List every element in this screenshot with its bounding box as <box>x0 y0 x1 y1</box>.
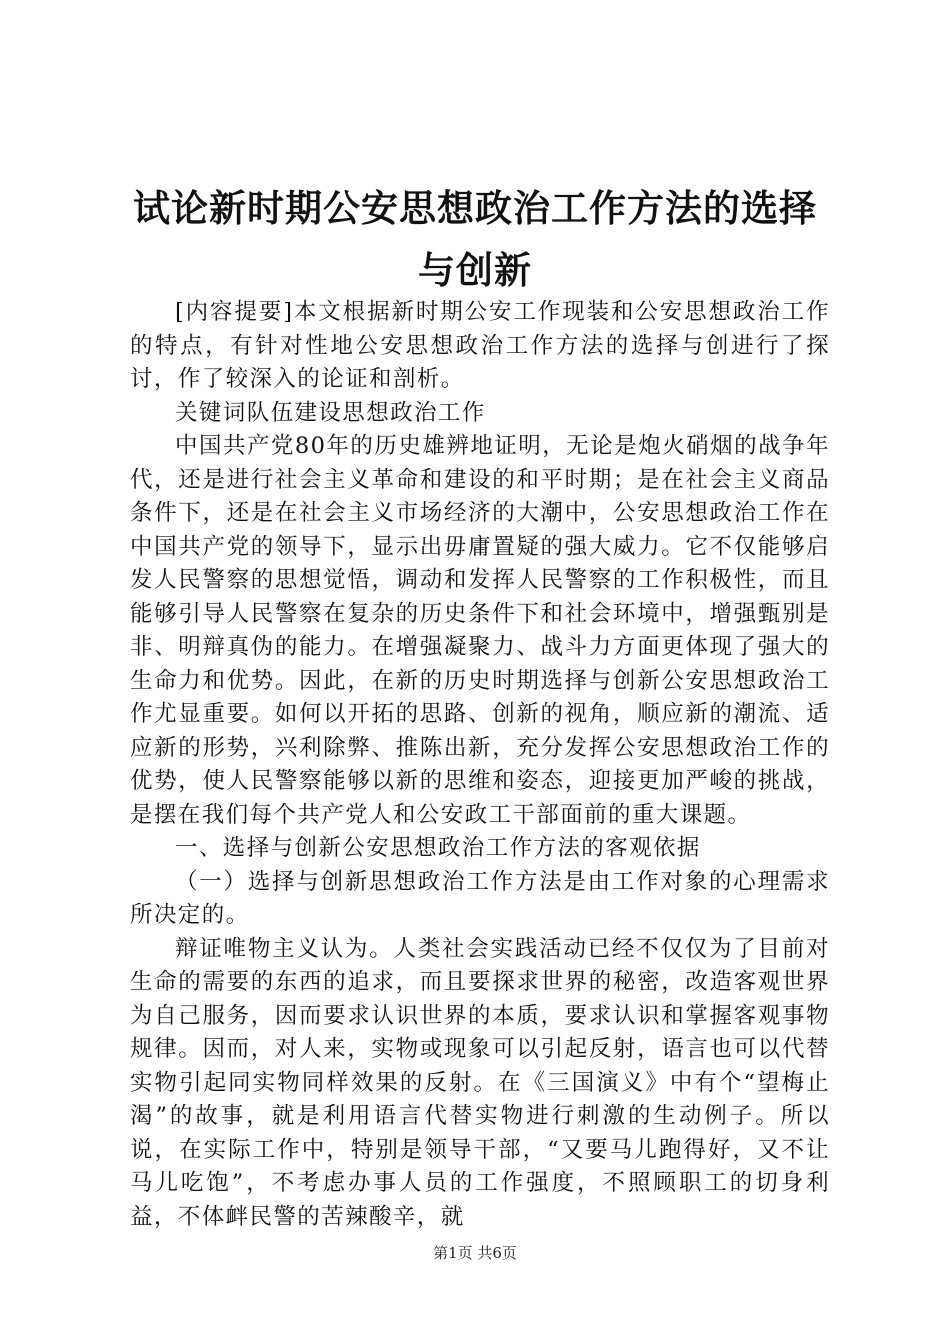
keywords-paragraph: 关键词队伍建设思想政治工作 <box>175 399 486 426</box>
body-paragraph: 辩证唯物主义认为。人类社会实践活动已经不仅仅为了目前对生命的需要的东西的追求，而且要探求世界的秘密，改造客观世界为自己服务，因而要求认识世界的本质，要求认识和掌握客观事物规律。因而，对人来，实物或现象可以引起反射，语言也可以代替实物引起同实物同样效果的反射。在《三国演义》中有个“望梅止渴”的故事，就是利用语言代替实物进行刺激的生动例子。所以说，在实际工作中，特别是领导干部，“又要马儿跑得好，又不让马儿吃饱”，不考虑办事人员的工作强度，不照顾职工的切身利益，不体衅民警的苦辣酸辛，就 <box>130 935 830 1230</box>
abstract-paragraph: [内容提要]本文根据新时期公安工作现装和公安思想政治工作的特点，有针对性地公安思想政治工作方法的选择与创进行了探讨，作了较深入的论证和剖析。 <box>130 299 830 392</box>
subsection-heading: （一）选择与创新思想政治工作方法是由工作对象的心理需求所决定的。 <box>130 868 830 928</box>
document-body <box>130 296 830 1234</box>
page-footer: 第1页 共6页 <box>433 1244 517 1262</box>
section-heading: 一、选择与创新公安思想政治工作方法的客观依据 <box>175 835 701 861</box>
body-paragraph: 中国共产党80年的历史雄辨地证明，无论是炮火硝烟的战争年代，还是进行社会主义革命和建设的和平时期；是在社会主义商品条件下，还是在社会主义市场经济的大潮中，公安思想政治工作在中国共产党的领导下，显示出毋庸置疑的强大威力。它不仅能够启发人民警察的思想觉悟，调动和发挥人民警察的工作积极性，而且能够引导人民警察在复杂的历史条件下和社会环境中，增强甄别是非、明辩真伪的能力。在增强凝聚力、战斗力方面更体现了强大的生命力和优势。因此，在新的历史时期选择与创新公安思想政治工作尤显重要。如何以开拓的思路、创新的视角，顺应新的潮流、适应新的形势，兴利除弊、推陈出新，充分发挥公安思想政治工作的优势，使人民警察能够以新的思维和姿态，迎接更加严峻的挑战，是摆在我们每个共产党人和公安政工干部面前的重大课题。 <box>130 433 830 828</box>
document-title: 试论新时期公安思想政治工作方法的选择与创新 <box>133 187 817 292</box>
